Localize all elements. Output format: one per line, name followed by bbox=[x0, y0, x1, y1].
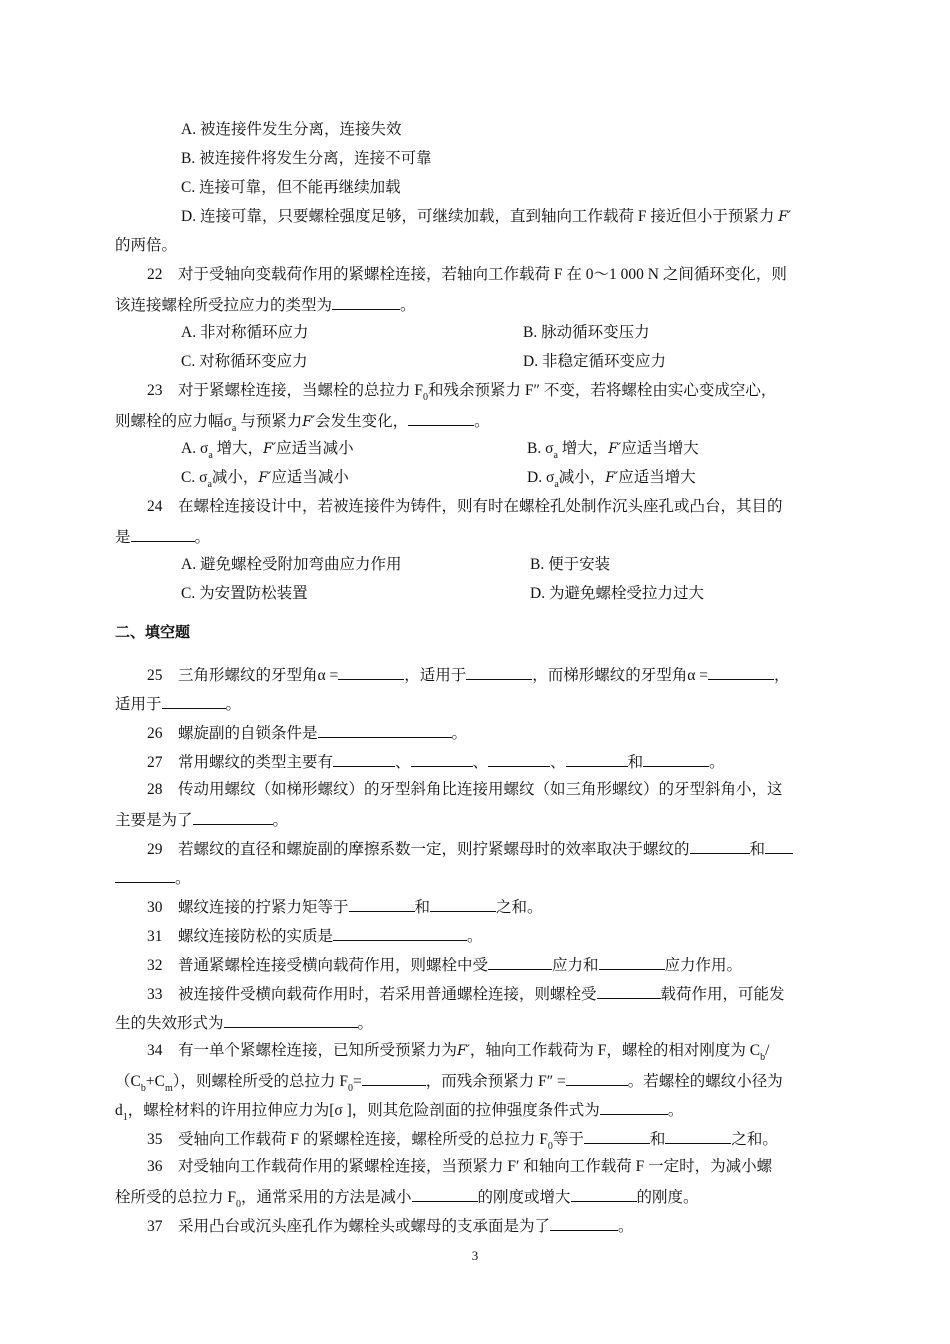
blank bbox=[318, 722, 452, 738]
q22-line2: 该连接螺栓所受拉应力的类型为 。 bbox=[115, 294, 416, 316]
blank bbox=[162, 693, 226, 709]
q22-option-b: B. 脉动循环变压力 bbox=[523, 324, 650, 341]
q29-line1: 29 若螺纹的直径和螺旋副的摩擦系数一定，则拧紧螺母时的效率取决于螺纹的 和 bbox=[147, 838, 793, 860]
q34-line3: $d_1$，螺栓材料的许用拉伸应力为[σ ]，则其危险剖面的拉伸强度条件式为 。 bbox=[115, 1099, 683, 1121]
blank bbox=[333, 925, 467, 941]
q24-option-c: C. 为安置防松装置 bbox=[181, 585, 308, 602]
blank bbox=[412, 1186, 478, 1202]
blank bbox=[333, 751, 395, 767]
blank bbox=[550, 1215, 618, 1231]
q24-option-d: D. 为避免螺栓受拉力过大 bbox=[530, 585, 704, 602]
q32: 32 普通紧螺栓连接受横向载荷作用，则螺栓中受 应力和 应力作用。 bbox=[147, 954, 742, 976]
q22-option-d: D. 非稳定循环变应力 bbox=[523, 353, 666, 370]
q30: 30 螺纹连接的拧紧力矩等于 和 之和。 bbox=[147, 896, 543, 918]
blank bbox=[765, 838, 793, 854]
page-number: 3 bbox=[471, 1248, 479, 1263]
blank bbox=[466, 664, 532, 680]
blank bbox=[599, 954, 665, 970]
blank bbox=[571, 1186, 637, 1202]
q22-option-c: C. 对称循环变应力 bbox=[181, 353, 308, 370]
blank bbox=[193, 809, 273, 825]
blank bbox=[362, 1070, 426, 1086]
q24-line2: 是 。 bbox=[115, 526, 210, 548]
q37: 37 采用凸台或沉头座孔作为螺栓头或螺母的支承面是为了 。 bbox=[147, 1215, 634, 1237]
blank bbox=[224, 1012, 358, 1028]
q21-option-d-cont: 的两倍。 bbox=[115, 237, 178, 254]
blank bbox=[430, 896, 496, 912]
q31: 31 螺纹连接防松的实质是 。 bbox=[147, 925, 483, 947]
blank bbox=[600, 1099, 668, 1115]
q24-line1: 24 在螺栓连接设计中，若被连接件为铸件，则有时在螺栓孔处制作沉头座孔或凸台，其目的 bbox=[147, 498, 783, 515]
blank bbox=[643, 751, 709, 767]
q35: 35 受轴向工作载荷 F 的紧螺栓连接，螺栓所受的总拉力 $F_0$等于 和 之和。 bbox=[147, 1128, 778, 1150]
q24-option-b: B. 便于安装 bbox=[530, 556, 611, 573]
blank bbox=[584, 1128, 650, 1144]
q22-option-a: A. 非对称循环应力 bbox=[181, 324, 309, 341]
q36-line2: 栓所受的总拉力 $F_0$，通常采用的方法是减小 的刚度或增大 的刚度。 bbox=[115, 1186, 699, 1208]
q33-line1: 33 被连接件受横向载荷作用时，若采用普通螺栓连接，则螺栓受 载荷作用，可能发 bbox=[147, 983, 785, 1005]
q21-option-b: B. 被连接件将发生分离，连接不可靠 bbox=[181, 150, 432, 167]
q26: 26 螺旋副的自锁条件是 。 bbox=[147, 722, 467, 744]
blank bbox=[408, 410, 474, 426]
blank bbox=[411, 751, 473, 767]
q23-option-c: C. $\sigma_a$减小，F′应适当减小 bbox=[181, 469, 349, 490]
q25-line2: 适用于 。 bbox=[115, 693, 241, 715]
q23-option-a: A. $\sigma_a$ 增大，F′应适当减小 bbox=[181, 440, 354, 461]
q34-line2: $(C_b+C_m)$，则螺栓所受的总拉力 $F_0=$ ，而残余预紧力 F″ = 。若螺栓的螺纹小径为 bbox=[115, 1070, 783, 1092]
blank bbox=[332, 294, 400, 310]
blank bbox=[349, 896, 415, 912]
q25-line1: 25 三角形螺纹的牙型角α = ，适用于 ，而梯形螺纹的牙型角α = ， bbox=[147, 664, 790, 686]
q21-option-a: A. 被连接件发生分离，连接失效 bbox=[181, 121, 402, 138]
blank bbox=[665, 1128, 731, 1144]
q23-option-b: B. $\sigma_a$ 增大，F′应适当增大 bbox=[527, 440, 699, 461]
q23-line1: 23 对于紧螺栓连接，当螺栓的总拉力 $F_0$和残余预紧力 F″ 不变，若将螺栓由实心变成空心， bbox=[147, 382, 777, 403]
q21-option-c: C. 连接可靠，但不能再继续加载 bbox=[181, 179, 401, 196]
blank bbox=[597, 983, 661, 999]
q29-line2: 。 bbox=[115, 867, 191, 889]
blank bbox=[708, 664, 774, 680]
blank bbox=[115, 867, 175, 883]
blank bbox=[690, 838, 750, 854]
blank bbox=[566, 1070, 628, 1086]
blank bbox=[488, 954, 552, 970]
blank bbox=[488, 751, 550, 767]
q23-option-d: D. $\sigma_a$减小，F′应适当增大 bbox=[527, 469, 696, 490]
blank bbox=[131, 526, 195, 542]
section-heading: 二、填空题 bbox=[115, 623, 191, 641]
q22-line1: 22 对于受轴向变载荷作用的紧螺栓连接，若轴向工作载荷 F 在 0～1 000 N 之间循环变化，则 bbox=[147, 266, 787, 283]
q27: 27 常用螺纹的类型主要有 、 、 、 和 。 bbox=[147, 751, 725, 773]
q28-line1: 28 传动用螺纹（如梯形螺纹）的牙型斜角比连接用螺纹（如三角形螺纹）的牙型斜角小，这 bbox=[147, 781, 783, 798]
q23-line2: 则螺栓的应力幅$\sigma_a$ 与预紧力F′会发生变化， 。 bbox=[115, 410, 490, 432]
q21-option-d: D. 连接可靠，只要螺栓强度足够，可继续加载，直到轴向工作载荷 F 接近但小于预紧力 F′ bbox=[181, 208, 792, 225]
q28-line2: 主要是为了 。 bbox=[115, 809, 288, 831]
q36-line1: 36 对受轴向工作载荷作用的紧螺栓连接，当预紧力 F′ 和轴向工作载荷 F 一定时，为减小螺 bbox=[147, 1158, 773, 1175]
blank bbox=[338, 664, 404, 680]
blank bbox=[566, 751, 628, 767]
q34-line1: 34 有一单个紧螺栓连接，已知所受预紧力为F′，轴向工作载荷为 F，螺栓的相对刚度为 $C_b/$ bbox=[147, 1042, 770, 1063]
q24-option-a: A. 避免螺栓受附加弯曲应力作用 bbox=[181, 556, 402, 573]
q33-line2: 生的失效形式为 。 bbox=[115, 1012, 373, 1034]
